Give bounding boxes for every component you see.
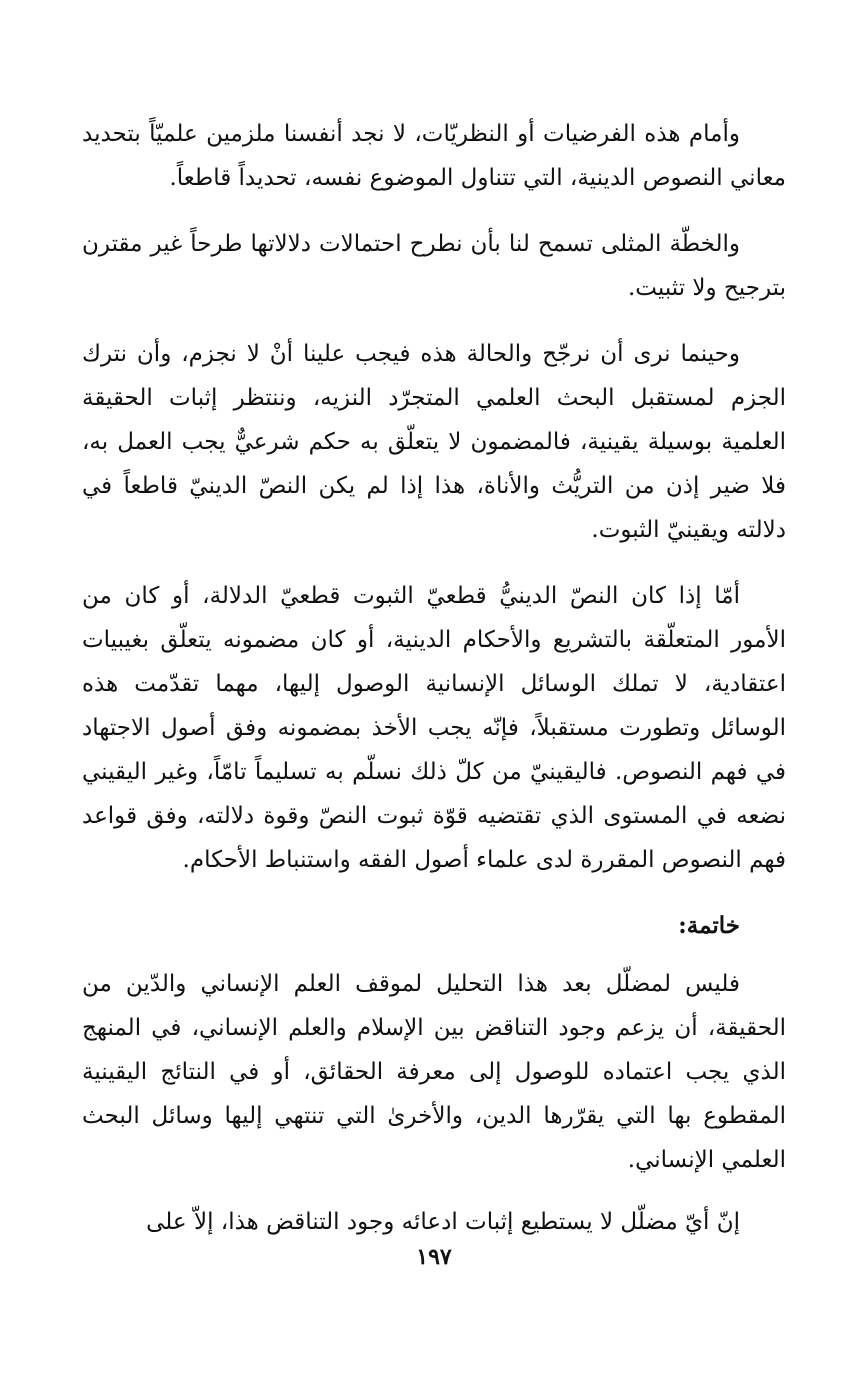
section-heading-conclusion: خاتمة: bbox=[678, 912, 740, 939]
page-number: ١٩٧ bbox=[416, 1244, 452, 1270]
paragraph-3: وحينما نرى أن نرجّح والحالة هذه فيجب علينا أنْ لا نجزم، وأن نترك الجزم لمستقبل البحث العلمي المتجرّد النزيه، وننتظر إثبات الحقيقة العلمية بوسيلة يقينية، فالمضمون لا يتعلّق به حكم شرعيٌّ يجب العمل به، فلا ضير إذن من التريُّث والأناة، هذا إذا لم يكن النصّ الدينيّ قاطعاً في دلالته ويقينيّ الثبوت. bbox=[82, 341, 786, 543]
paragraph-2: والخطّة المثلى تسمح لنا بأن نطرح احتمالات دلالاتها طرحاً غير مقترن بترجيح ولا تثبيت. bbox=[82, 231, 786, 301]
paragraph-4: أمّا إذا كان النصّ الدينيُّ قطعيّ الثبوت قطعيّ الدلالة، أو كان من الأمور المتعلّقة بالتشريع والأحكام الدينية، أو كان مضمونه يتعلّق بغيبيات اعتقادية، لا تملك الوسائل الإنسانية الوصول إليها، مهما تقدّمت هذه الوسائل وتطورت مستقبلاً، فإنّه يجب الأخذ بمضمونه وفق أصول الاجتهاد في فهم النصوص. فاليقينيّ من كلّ ذلك نسلّم به تسليماً تامّاً، وغير اليقيني نضعه في المستوى الذي تقتضيه قوّة ثبوت النصّ وقوة دلالته، وفق قواعد فهم النصوص المقررة لدى علماء أصول الفقه واستنباط الأحكام. bbox=[82, 583, 786, 873]
conclusion-paragraph-2: إنّ أيّ مضلّل لا يستطيع إثبات ادعائه وجود التناقض هذا، إلاّ على bbox=[146, 1209, 740, 1235]
conclusion-paragraph-1: فليس لمضلّل بعد هذا التحليل لموقف العلم الإنساني والدّين من الحقيقة، أن يزعم وجود التناقض بين الإسلام والعلم الإنساني، في المنهج الذي يجب اعتماده للوصول إلى معرفة الحقائق، أو في النتائج اليقينية المقطوع بها التي يقرّرها الدين، والأخرىٰ التي تنتهي إليها وسائل البحث العلمي الإنساني. bbox=[82, 971, 786, 1173]
paragraph-1: وأمام هذه الفرضيات أو النظريّات، لا نجد أنفسنا ملزمين علميّاً بتحديد معاني النصوص الدينية، التي تتناول الموضوع نفسه، تحديداً قاطعاً. bbox=[82, 121, 786, 191]
